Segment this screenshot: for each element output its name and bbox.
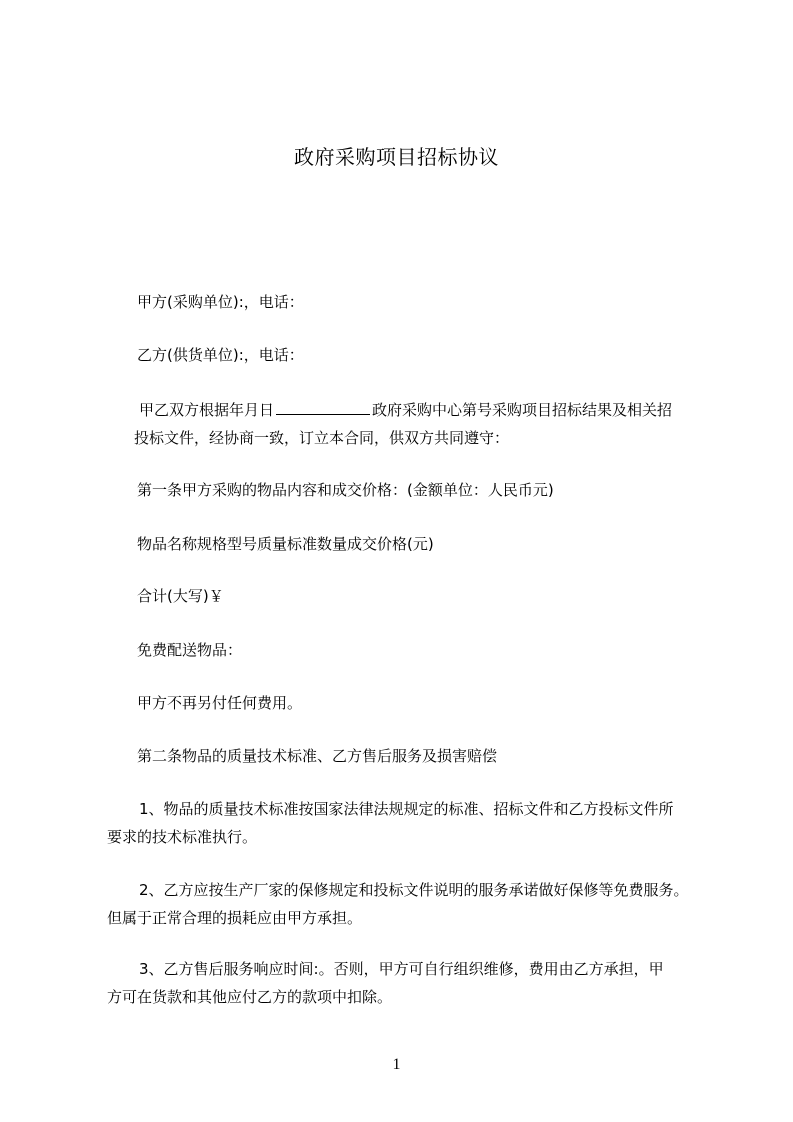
party-a-text: 甲方(采购单位):，电话： (137, 293, 304, 311)
item-2-line-2: 但属于正常合理的损耗应由甲方承担。 (107, 909, 363, 927)
item-3-line-2: 方可在货款和其他应付乙方的款项中扣除。 (107, 988, 393, 1006)
item-1-line-2: 要求的技术标准执行。 (107, 828, 258, 846)
article-1 (107, 476, 727, 504)
article-2 (107, 742, 727, 770)
intro-line-1 (107, 396, 727, 424)
intro-part-2: 政府采购中心第号采购项目招标结果及相关招 (372, 401, 673, 419)
intro-line-2: 投标文件，经协商一致，订立本合同，供双方共同遵守： (134, 429, 510, 447)
intro-part-1: 甲乙双方根据年月日 (139, 401, 275, 419)
party-b-text: 乙方(供货单位):，电话： (137, 346, 304, 364)
party-a-line (107, 288, 727, 316)
free-delivery-line (107, 636, 727, 664)
total-line (107, 582, 727, 610)
free-delivery-text: 免费配送物品： (137, 641, 243, 659)
item-1 (107, 795, 727, 851)
date-blank (276, 400, 370, 415)
document-title: 政府采购项目招标协议 (294, 145, 499, 169)
item-3 (107, 955, 727, 1011)
party-b-line (107, 341, 727, 369)
table-header-line (107, 530, 727, 558)
item-1-line-1: 1、物品的质量技术标准按国家法律法规规定的标准、招标文件和乙方投标文件所 (139, 800, 674, 818)
no-extra-fee-line (107, 689, 727, 717)
item-2-line-1: 2、乙方应按生产厂家的保修规定和投标文件说明的服务承诺做好保修等免费服务。 (139, 881, 689, 899)
article-2-text: 第二条物品的质量技术标准、乙方售后服务及损害赔偿 (137, 747, 498, 765)
intro-paragraph (107, 396, 727, 452)
article-1-text: 第一条甲方采购的物品内容和成交价格：(金额单位：人民币元) (137, 481, 554, 499)
table-header-text: 物品名称规格型号质量标准数量成交价格(元) (137, 535, 434, 553)
page-number: 1 (392, 1056, 401, 1073)
total-text: 合计(大写)￥ (137, 587, 224, 605)
no-extra-fee-text: 甲方不再另付任何费用。 (137, 694, 303, 712)
item-2 (107, 876, 727, 932)
item-3-line-1: 3、乙方售后服务响应时间:。否则，甲方可自行组织维修，费用由乙方承担，甲 (139, 960, 664, 978)
